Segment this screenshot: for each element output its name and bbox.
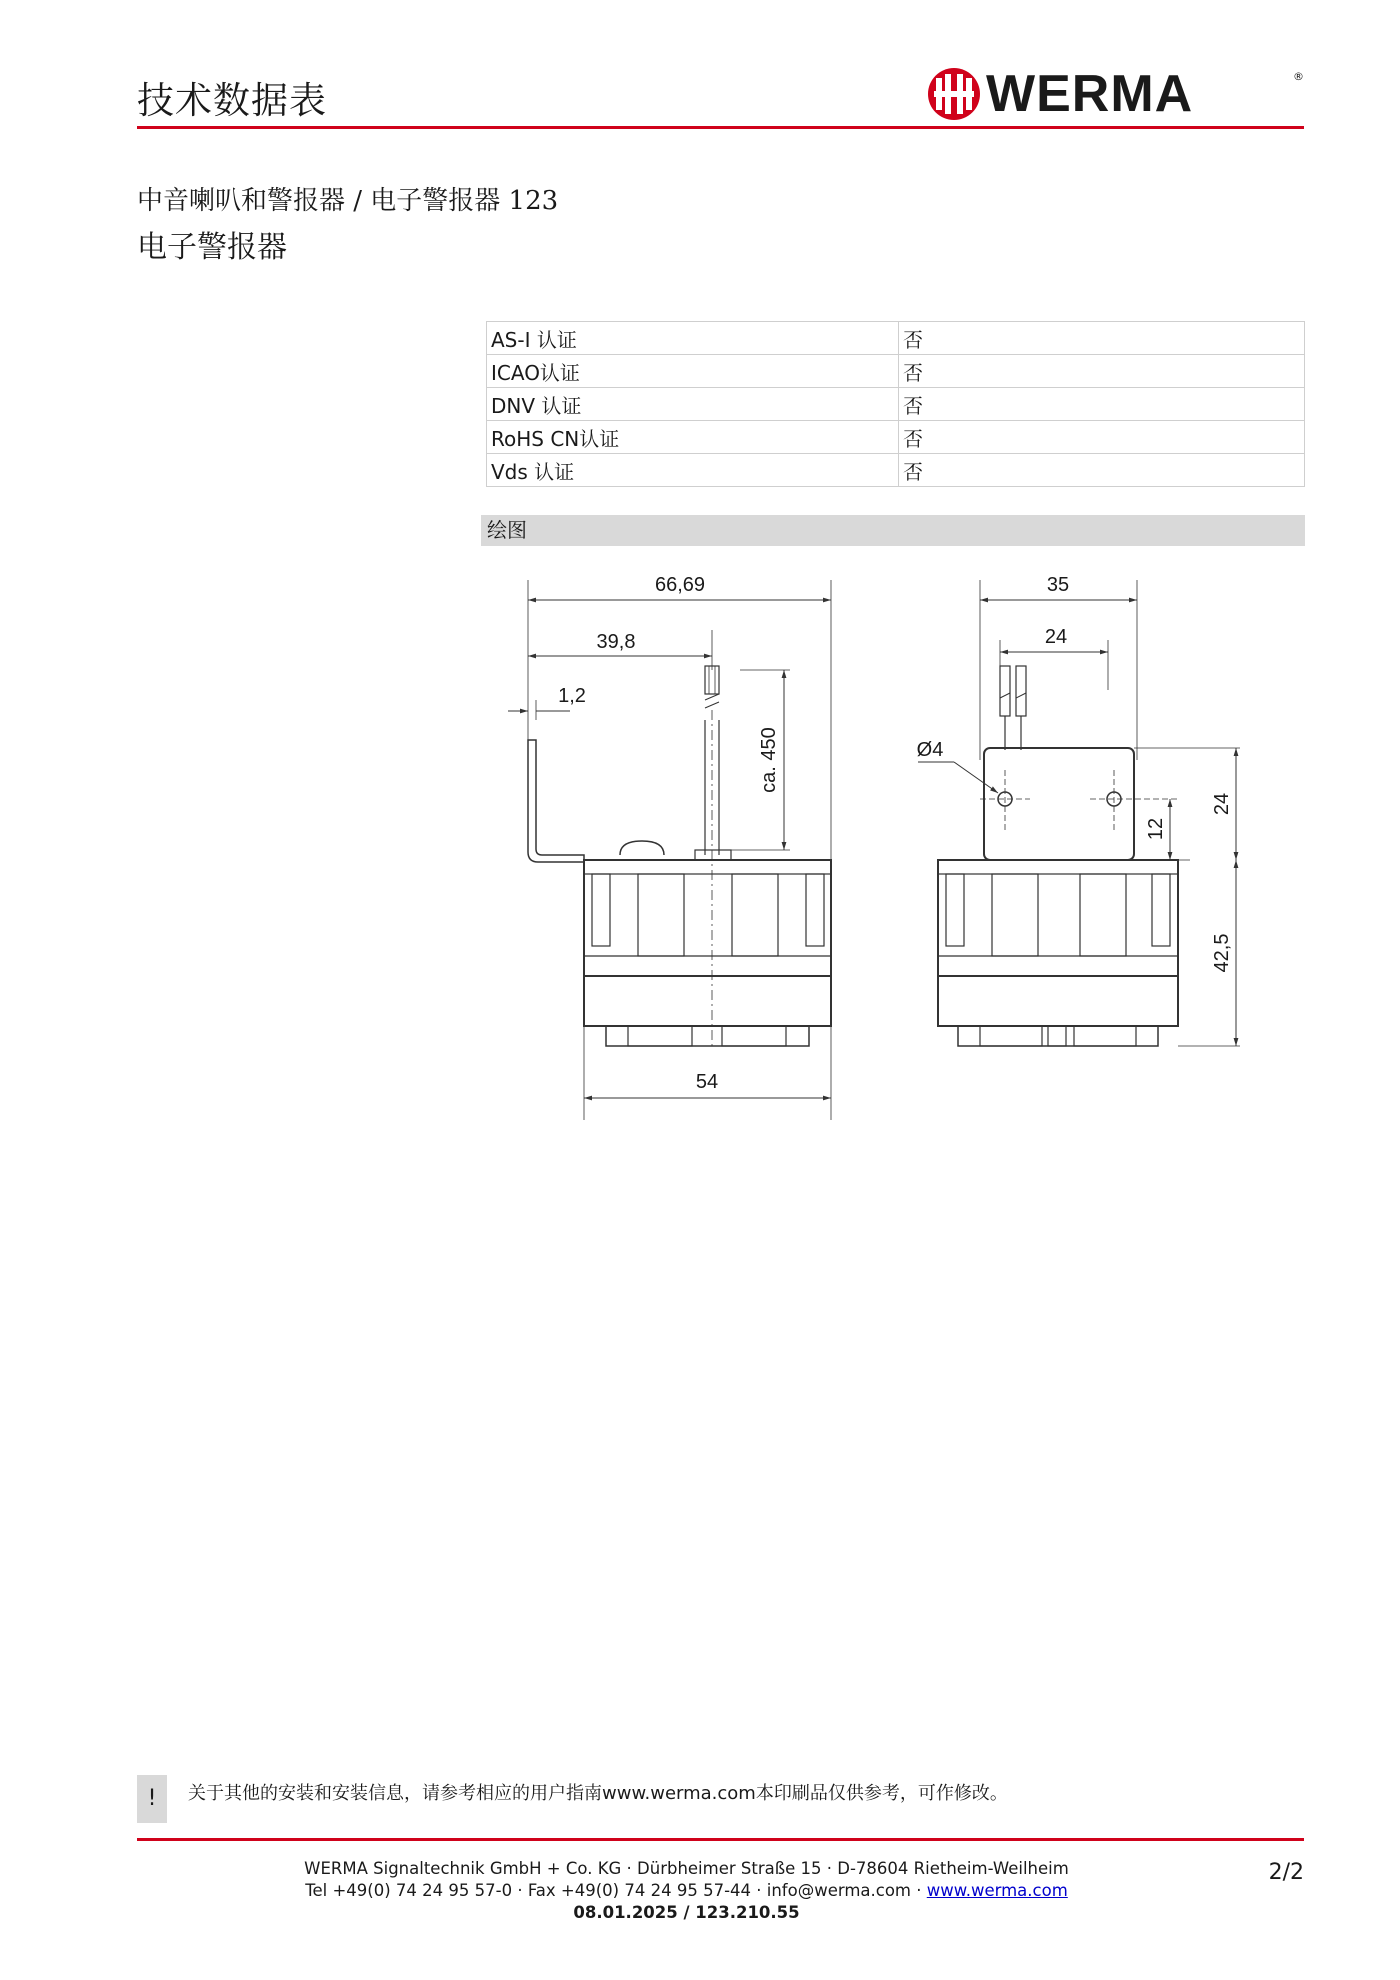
- spec-value: 否: [899, 355, 1305, 388]
- spec-key: ICAO认证: [487, 355, 899, 388]
- document-title: 技术数据表: [137, 79, 327, 122]
- dim-base-width: 54: [695, 1071, 719, 1093]
- table-row: [487, 355, 1305, 388]
- page-number: 2/2: [1268, 1860, 1304, 1885]
- dim-total-width: 66,69: [654, 574, 706, 596]
- spec-table: [486, 321, 1305, 487]
- dim-bracket: 1,2: [558, 685, 586, 707]
- side-view: [917, 574, 1240, 1046]
- spec-key: DNV 认证: [487, 388, 899, 421]
- footer-contact-text: Tel +49(0) 74 24 95 57-0 · Fax +49(0) 74 24 95 57-44 · info@werma.com ·: [305, 1881, 927, 1900]
- registered-mark: ®: [1293, 70, 1304, 83]
- notice-icon: !: [137, 1775, 167, 1823]
- spec-value: 否: [899, 322, 1305, 355]
- dim-body-height: 42,5: [1211, 933, 1233, 973]
- spec-key: RoHS CN认证: [487, 421, 899, 454]
- spec-value: 否: [899, 454, 1305, 487]
- footer: [300, 1858, 1073, 1924]
- front-view: [508, 574, 831, 1120]
- dim-pin-spacing: 24: [1044, 626, 1068, 648]
- dim-cable-pos: 39,8: [596, 631, 636, 653]
- dim-bracket-height: 24: [1211, 792, 1233, 816]
- werma-logo-icon: [926, 66, 982, 122]
- table-row: [487, 421, 1305, 454]
- footer-date-code: 08.01.2025 / 123.210.55: [573, 1903, 800, 1922]
- footer-website-link[interactable]: www.werma.com: [926, 1881, 1068, 1900]
- footer-contact: [300, 1880, 1073, 1902]
- werma-logo-text: WERMA: [986, 65, 1194, 123]
- dim-cable-len: ca. 450: [758, 727, 780, 793]
- dim-hole-dia: Ø4: [916, 739, 944, 761]
- spec-key: Vds 认证: [487, 454, 899, 487]
- dim-hole-height: 12: [1145, 817, 1167, 841]
- notice-text: 关于其他的安装和安装信息，请参考相应的用户指南www.werma.com本印刷品仅供参考，可作修改。: [188, 1783, 1008, 1804]
- table-row: [487, 454, 1305, 487]
- dimension-drawing: [500, 570, 1300, 1140]
- table-row: [487, 388, 1305, 421]
- product-category: 中音喇叭和警报器 / 电子警报器 123: [137, 186, 559, 216]
- table-row: [487, 322, 1305, 355]
- footer-address: WERMA Signaltechnik GmbH + Co. KG · Dürbheimer Straße 15 · D-78604 Rietheim-Weilheim: [304, 1859, 1069, 1878]
- drawing-section-title: 绘图: [481, 515, 1305, 546]
- spec-value: 否: [899, 421, 1305, 454]
- spec-key: AS-I 认证: [487, 322, 899, 355]
- footer-rule: [137, 1838, 1304, 1841]
- spec-value: 否: [899, 388, 1305, 421]
- header-rule: [137, 126, 1304, 129]
- product-name: 电子警报器: [137, 230, 287, 265]
- werma-logo: [926, 66, 1304, 122]
- dim-side-width: 35: [1046, 574, 1070, 596]
